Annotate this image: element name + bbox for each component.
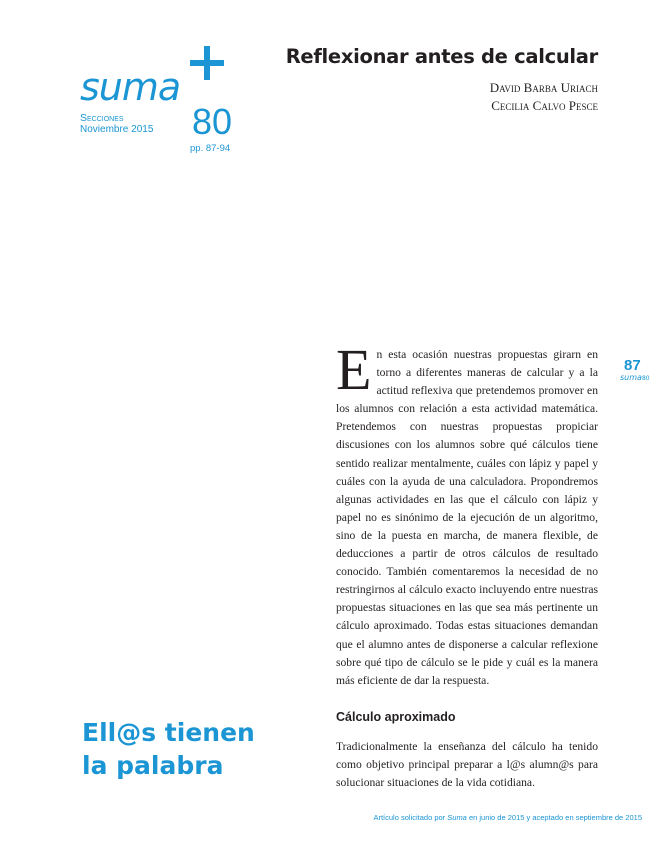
- journal-logo: suma: [80, 65, 181, 109]
- section-heading-line: Ell@s tienen: [82, 718, 255, 747]
- section-heading: [82, 716, 255, 782]
- section-label: [80, 112, 153, 136]
- drop-cap: E: [336, 337, 372, 402]
- article-title: Reflexionar antes de calcular: [285, 45, 598, 68]
- section-heading-line: la palabra: [82, 751, 224, 780]
- footer-note: [373, 813, 642, 822]
- section-name: Secciones: [80, 112, 124, 124]
- author-name: David Barba Uriach: [489, 80, 598, 95]
- intro-paragraph: [336, 337, 598, 690]
- footer-prefix: Artículo solicitado por: [373, 813, 448, 822]
- issue-number: 80: [192, 101, 233, 142]
- footer-suffix: en junio de 2015 y aceptado en septiembre de 2015: [466, 813, 642, 822]
- issue-date: Noviembre 2015: [80, 124, 154, 135]
- author-name: Cecilia Calvo Pesce: [491, 98, 598, 113]
- footer-journal: Suma: [447, 813, 467, 822]
- mini-logo-word: suma: [620, 373, 642, 382]
- body-paragraph: Tradicionalmente la enseñanza del cálculo ha tenido como objetivo principal preparar a l@s alumn@s para solucionar situaciones de la vida cotidiana.: [336, 740, 598, 790]
- page-number: 87: [624, 357, 641, 374]
- mini-logo: [620, 373, 650, 382]
- section-subheading: Cálculo aproximado: [336, 710, 456, 724]
- mini-logo-issue: 80: [641, 375, 650, 382]
- intro-text: n esta ocasión nuestras propuestas girarn en torno a diferentes maneras de calcular y a la actitud reflexiva que pretendemos promover en los alumnos con relación a esta actividad matemática. Pretendemos con nuestras propuestas propiciar discusiones con los alumnos sobre qué cálculos tiene sentido realizar mentalmente, cuáles con lápiz y papel y cuáles con la ayuda de una calculadora. Propondremos algunas actividades en las que el cálculo con lápiz y papel no es sinónimo de la ejecución de un algoritmo, sino de la puesta en marcha, de manera flexible, de deducciones a partir de otros cálculos de resultado conocido. También comentaremos la necesidad de no restringirnos al cálculo exacto incluyendo entre nuestras propuestas situaciones en las que sea más pertinente un cálculo aproximado. Todas estas situaciones demandan que el alumno antes de disponerse a calcular reflexione sobre qué tipo de cálculo se le pide y cuál es la manera más eficiente de dar la respuesta.: [336, 348, 598, 687]
- page-range: pp. 87-94: [190, 143, 231, 154]
- plus-icon: [190, 46, 224, 80]
